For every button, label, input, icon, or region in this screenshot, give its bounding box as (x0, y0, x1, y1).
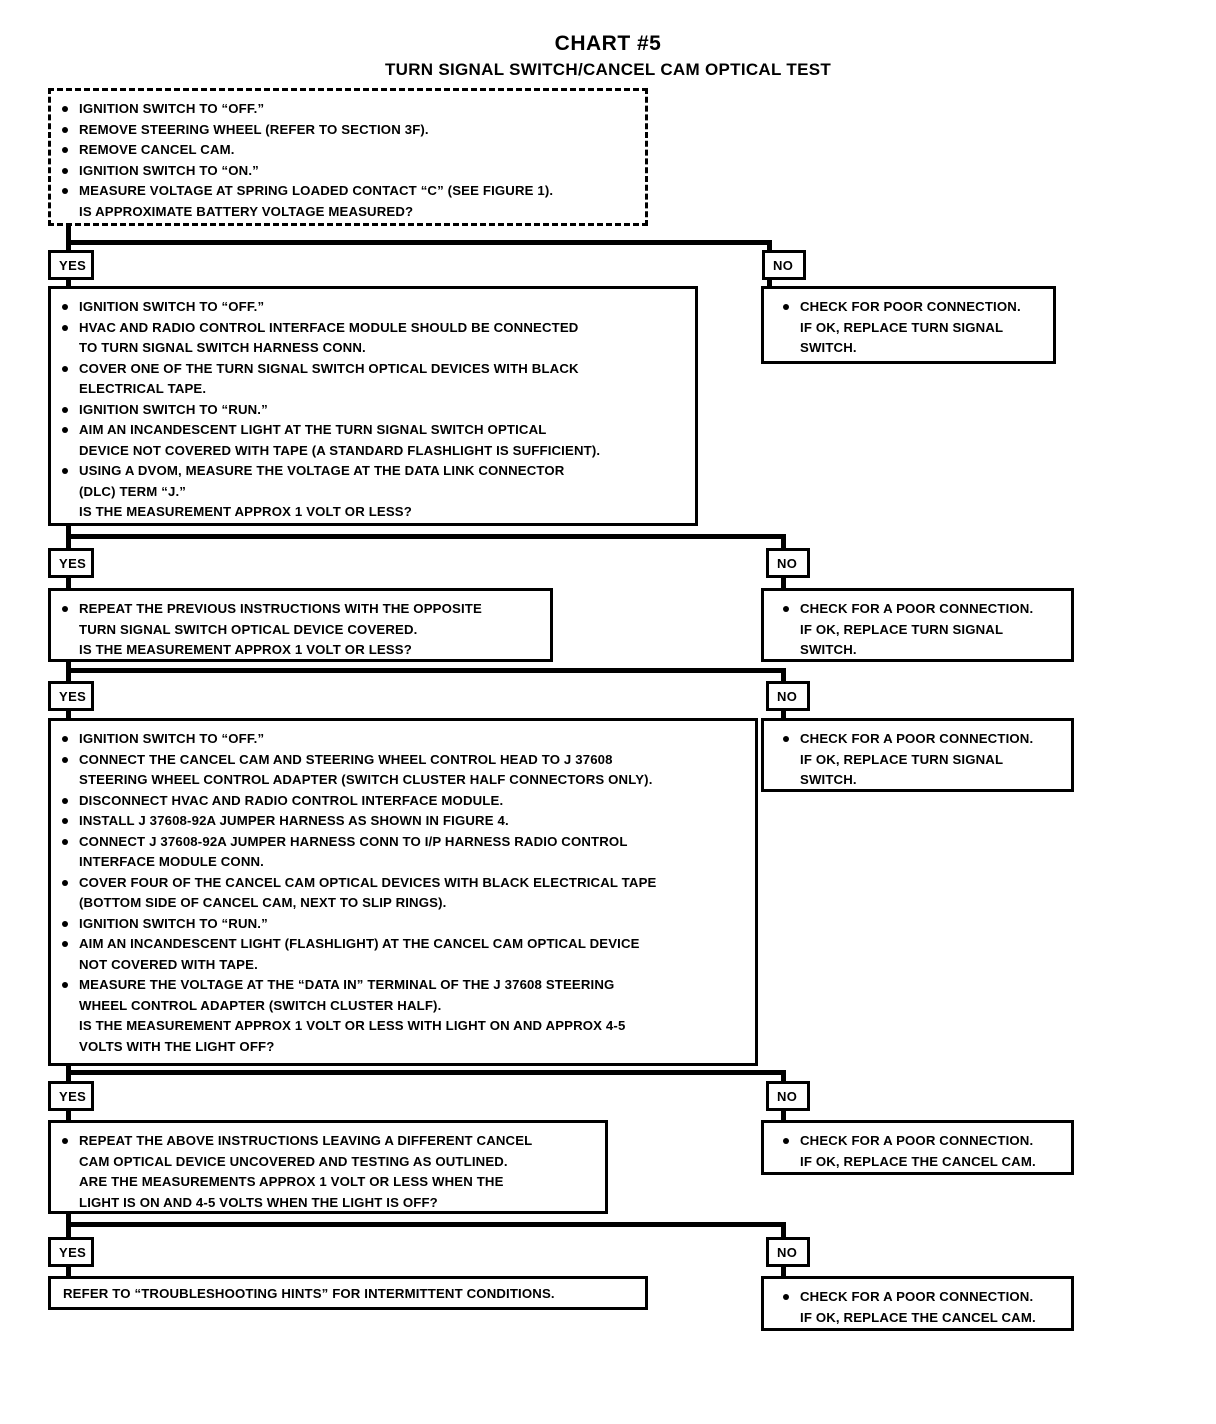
yes-label-3: YES (48, 681, 94, 711)
connector-horizontal (66, 668, 786, 673)
list-item: INTERFACE MODULE CONN. (79, 854, 264, 869)
yes-label-1: YES (48, 250, 94, 280)
no-label-4: NO (766, 1081, 810, 1111)
list-item: IF OK, REPLACE TURN SIGNAL (800, 319, 1004, 335)
list-item: NOT COVERED WITH TAPE. (79, 956, 258, 972)
list-item: IS THE MEASUREMENT APPROX 1 VOLT OR LESS? (79, 504, 412, 519)
list-item: CONNECT THE CANCEL CAM AND STEERING WHEEL CONTROL HEAD TO J 37608 (51, 750, 747, 770)
connector-horizontal (66, 240, 772, 245)
start-step-list (51, 99, 637, 221)
page-title: CHART #5 (554, 32, 662, 55)
list-item: AIM AN INCANDESCENT LIGHT AT THE TURN SIGNAL SWITCH OPTICAL (51, 420, 687, 440)
list-item: IF OK, REPLACE TURN SIGNAL (800, 751, 1004, 767)
list-item: IGNITION SWITCH TO “OFF.” (51, 99, 637, 119)
no-branch-box-2 (761, 588, 1074, 662)
list-item: IS APPROXIMATE BATTERY VOLTAGE MEASURED? (79, 203, 414, 219)
list-item: IS THE MEASUREMENT APPROX 1 VOLT OR LESS? (79, 642, 412, 657)
step-block-5-list (51, 1131, 597, 1212)
list-item: IS THE MEASUREMENT APPROX 1 VOLT OR LESS WITH LIGHT ON AND APPROX 4-5 (79, 1018, 626, 1033)
no-branch-3-list (772, 729, 1063, 790)
list-item: REPEAT THE PREVIOUS INSTRUCTIONS WITH THE OPPOSITE (51, 599, 542, 619)
list-item: REMOVE CANCEL CAM. (51, 140, 637, 160)
no-label-3: NO (766, 681, 810, 711)
connector-vertical (66, 1265, 71, 1279)
no-branch-1-list (772, 297, 1045, 358)
list-item: REMOVE STEERING WHEEL (REFER TO SECTION 3F). (51, 120, 637, 140)
list-item: CHECK FOR A POOR CONNECTION. (772, 729, 1063, 749)
list-item: AIM AN INCANDESCENT LIGHT (FLASHLIGHT) AT THE CANCEL CAM OPTICAL DEVICE (51, 934, 747, 954)
page-subtitle: TURN SIGNAL SWITCH/CANCEL CAM OPTICAL TEST (384, 60, 832, 79)
list-item: IGNITION SWITCH TO “RUN.” (51, 400, 687, 420)
no-branch-4-list (772, 1131, 1063, 1171)
list-item: SWITCH. (800, 340, 857, 355)
list-item: CHECK FOR A POOR CONNECTION. (772, 599, 1063, 619)
list-item: ARE THE MEASUREMENTS APPROX 1 VOLT OR LESS WHEN THE (79, 1174, 504, 1189)
list-item: IGNITION SWITCH TO “OFF.” (51, 297, 687, 317)
list-item: IGNITION SWITCH TO “RUN.” (51, 914, 747, 934)
connector-horizontal (66, 1222, 786, 1227)
list-item: INSTALL J 37608-92A JUMPER HARNESS AS SHOWN IN FIGURE 4. (51, 811, 747, 831)
no-branch-box-3 (761, 718, 1074, 792)
list-item: IF OK, REPLACE THE CANCEL CAM. (800, 1309, 1036, 1325)
list-item: HVAC AND RADIO CONTROL INTERFACE MODULE SHOULD BE CONNECTED (51, 318, 687, 338)
list-item: IGNITION SWITCH TO “OFF.” (51, 729, 747, 749)
connector-horizontal (66, 1070, 786, 1075)
list-item: TURN SIGNAL SWITCH OPTICAL DEVICE COVERED. (79, 621, 418, 637)
yes-label-5: YES (48, 1237, 94, 1267)
list-item: MEASURE VOLTAGE AT SPRING LOADED CONTACT “C” (SEE FIGURE 1). (51, 181, 637, 201)
step-block-5 (48, 1120, 608, 1214)
list-item: COVER ONE OF THE TURN SIGNAL SWITCH OPTICAL DEVICES WITH BLACK (51, 359, 687, 379)
list-item: ELECTRICAL TAPE. (79, 381, 207, 396)
connector-horizontal (66, 534, 786, 539)
list-item: VOLTS WITH THE LIGHT OFF? (79, 1038, 275, 1054)
list-item: SWITCH. (800, 642, 857, 657)
list-item: (BOTTOM SIDE OF CANCEL CAM, NEXT TO SLIP RINGS). (79, 895, 447, 910)
list-item: IF OK, REPLACE TURN SIGNAL (800, 621, 1004, 637)
list-item: DISCONNECT HVAC AND RADIO CONTROL INTERFACE MODULE. (51, 791, 747, 811)
list-item: CHECK FOR A POOR CONNECTION. (772, 1131, 1063, 1151)
step-block-3-list (51, 599, 542, 660)
list-item: USING A DVOM, MEASURE THE VOLTAGE AT THE DATA LINK CONNECTOR (51, 461, 687, 481)
list-item: IGNITION SWITCH TO “ON.” (51, 161, 637, 181)
list-item: DEVICE NOT COVERED WITH TAPE (A STANDARD FLASHLIGHT IS SUFFICIENT). (79, 442, 601, 458)
final-result-box: REFER TO “TROUBLESHOOTING HINTS” FOR INTERMITTENT CONDITIONS. (48, 1276, 648, 1310)
connector-vertical (66, 576, 71, 590)
no-label-5: NO (766, 1237, 810, 1267)
list-item: CAM OPTICAL DEVICE UNCOVERED AND TESTING AS OUTLINED. (79, 1153, 508, 1169)
list-item: SWITCH. (800, 772, 857, 787)
step-block-3 (48, 588, 553, 662)
step-block-2-list (51, 297, 687, 522)
yes-label-4: YES (48, 1081, 94, 1111)
no-label-1: NO (762, 250, 806, 280)
start-step-box (48, 88, 648, 226)
step-block-4 (48, 718, 758, 1066)
list-item: TO TURN SIGNAL SWITCH HARNESS CONN. (79, 340, 366, 355)
step-block-4-list (51, 729, 747, 1056)
connector-vertical (781, 1265, 786, 1279)
no-branch-box-4 (761, 1120, 1074, 1175)
no-branch-2-list (772, 599, 1063, 660)
connector-vertical (781, 576, 786, 590)
list-item: COVER FOUR OF THE CANCEL CAM OPTICAL DEVICES WITH BLACK ELECTRICAL TAPE (51, 873, 747, 893)
list-item: (DLC) TERM “J.” (79, 483, 187, 499)
connector-vertical (66, 1109, 71, 1123)
connector-vertical (781, 1109, 786, 1123)
list-item: STEERING WHEEL CONTROL ADAPTER (SWITCH CLUSTER HALF CONNECTORS ONLY). (79, 772, 653, 787)
yes-label-2: YES (48, 548, 94, 578)
list-item: MEASURE THE VOLTAGE AT THE “DATA IN” TERMINAL OF THE J 37608 STEERING (51, 975, 747, 995)
list-item: IF OK, REPLACE THE CANCEL CAM. (800, 1153, 1036, 1169)
list-item: WHEEL CONTROL ADAPTER (SWITCH CLUSTER HALF). (79, 997, 442, 1013)
no-branch-5-list (772, 1287, 1063, 1327)
no-label-2: NO (766, 548, 810, 578)
list-item: CONNECT J 37608-92A JUMPER HARNESS CONN TO I/P HARNESS RADIO CONTROL (51, 832, 747, 852)
list-item: CHECK FOR POOR CONNECTION. (772, 297, 1045, 317)
list-item: REPEAT THE ABOVE INSTRUCTIONS LEAVING A DIFFERENT CANCEL (51, 1131, 597, 1151)
no-branch-box-5 (761, 1276, 1074, 1331)
no-branch-box-1 (761, 286, 1056, 364)
list-item: CHECK FOR A POOR CONNECTION. (772, 1287, 1063, 1307)
list-item: LIGHT IS ON AND 4-5 VOLTS WHEN THE LIGHT IS OFF? (79, 1194, 438, 1210)
step-block-2 (48, 286, 698, 526)
